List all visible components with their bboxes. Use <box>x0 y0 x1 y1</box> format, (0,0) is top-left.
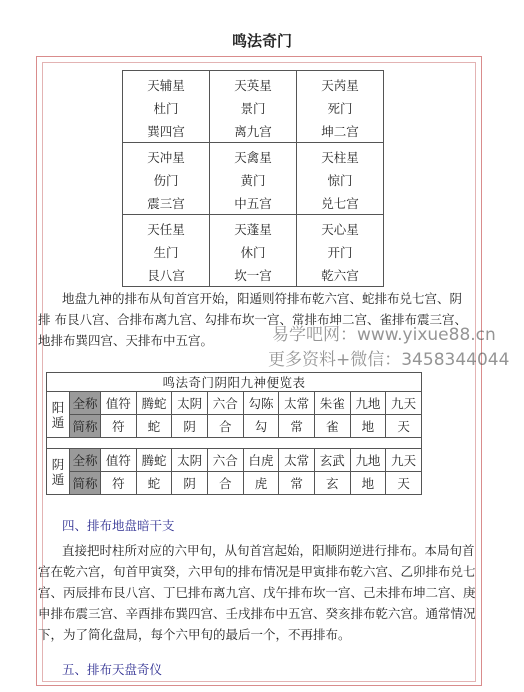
watermark-site: 易学吧网：www.yixue88.cn <box>272 325 496 345</box>
table-cell: 太阴 <box>172 392 208 415</box>
palace-cell <box>123 215 210 287</box>
star-name: 天芮星 <box>321 78 359 93</box>
table-cell: 地 <box>350 472 386 495</box>
palace-cell <box>297 143 384 215</box>
watermark-contact: 更多资料+微信：3458344044 <box>268 350 510 370</box>
page-title: 鸣法奇门 <box>231 32 292 50</box>
palace-cell <box>210 71 297 143</box>
table-cell: 常 <box>279 472 315 495</box>
table-cell: 朱雀 <box>314 392 350 415</box>
short-name-label: 简称 <box>70 415 101 438</box>
star-name: 天冲星 <box>147 150 185 165</box>
yang-label: 阳遁 <box>47 392 70 438</box>
table-cell: 九地 <box>350 392 386 415</box>
paragraph-line: 直接把时柱所对应的六甲旬，从旬首宫起始，阳顺阴逆进行排布。本局旬首 <box>62 543 475 558</box>
table-cell: 阴 <box>172 472 208 495</box>
door-name: 伤门 <box>153 173 179 188</box>
door-name: 惊门 <box>327 173 353 188</box>
table-cell: 蛇 <box>136 472 172 495</box>
palace-cell <box>123 143 210 215</box>
palace-cell <box>123 71 210 143</box>
short-name-label: 简称 <box>70 472 101 495</box>
table-cell: 常 <box>279 415 315 438</box>
door-name: 开门 <box>327 245 353 260</box>
table-cell: 符 <box>101 472 137 495</box>
door-name: 休门 <box>240 245 266 260</box>
section-heading-4: 四、排布地盘暗干支 <box>62 518 175 533</box>
table-cell: 腾蛇 <box>136 449 172 472</box>
star-name: 天蓬星 <box>234 222 272 237</box>
palace-name: 坎一宫 <box>234 268 272 283</box>
table-cell: 腾蛇 <box>136 392 172 415</box>
palace-name: 巽四宫 <box>147 124 185 139</box>
table-cell: 符 <box>101 415 137 438</box>
star-name: 天柱星 <box>321 150 359 165</box>
table-caption: 鸣法奇门阴阳九神便览表 <box>47 373 422 392</box>
paragraph-line: 宫在乾六宫，旬首甲寅癸，六甲旬的排布情况是甲寅排布乾六宫、乙卯排布兑七 <box>38 564 476 579</box>
table-cell: 蛇 <box>136 415 172 438</box>
table-cell: 天 <box>386 472 422 495</box>
door-name: 死门 <box>327 101 353 116</box>
table-cell: 勾陈 <box>243 392 279 415</box>
star-name: 天禽星 <box>234 150 272 165</box>
palace-cell <box>210 143 297 215</box>
paragraph-line: 宫、丙辰排布艮八宫、丁巳排布离九宫、戊午排布坎一宫、己未排布坤二宫、庚 <box>38 585 476 600</box>
paragraph-line: 地排布巽四宫、天排布中五宫。 <box>38 333 214 348</box>
palace-name: 离九宫 <box>234 124 272 139</box>
table-cell: 玄 <box>314 472 350 495</box>
palace-name: 震三宫 <box>147 196 185 211</box>
palace-cell <box>210 215 297 287</box>
palace-name: 中五宫 <box>234 196 272 211</box>
table-spacer <box>47 438 422 449</box>
palace-cell <box>297 215 384 287</box>
paragraph-line: 地盘九神的排布从旬首宫开始，阳遁则符排布乾六宫、蛇排布兑七宫、阴 <box>62 291 463 306</box>
door-name: 生门 <box>153 245 179 260</box>
star-name: 天辅星 <box>147 78 185 93</box>
table-cell: 阴 <box>172 415 208 438</box>
table-cell: 雀 <box>314 415 350 438</box>
table-cell: 玄武 <box>314 449 350 472</box>
star-name: 天任星 <box>147 222 185 237</box>
table-cell: 九天 <box>386 392 422 415</box>
table-cell: 太常 <box>279 449 315 472</box>
star-name: 天英星 <box>234 78 272 93</box>
table-cell: 九地 <box>350 449 386 472</box>
paragraph-line: 申排布震三宫、辛酉排布巽四宫、壬戌排布中五宫、癸亥排布乾六宫。通常情况 <box>38 606 476 621</box>
door-name: 景门 <box>240 101 266 116</box>
table-cell: 值符 <box>101 392 137 415</box>
yin-label: 阴遁 <box>47 449 70 495</box>
palace-name: 乾六宫 <box>321 268 359 283</box>
full-name-label: 全称 <box>70 392 101 415</box>
table-cell: 九天 <box>386 449 422 472</box>
paragraph-dark-stems <box>38 540 478 645</box>
door-name: 杜门 <box>153 101 179 116</box>
table-cell: 太常 <box>279 392 315 415</box>
table-cell: 天 <box>386 415 422 438</box>
palace-name: 兑七宫 <box>321 196 359 211</box>
table-cell: 地 <box>350 415 386 438</box>
table-cell: 白虎 <box>243 449 279 472</box>
table-cell: 勾 <box>243 415 279 438</box>
table-cell: 六合 <box>207 392 243 415</box>
table-cell: 虎 <box>243 472 279 495</box>
full-name-label: 全称 <box>70 449 101 472</box>
paragraph-line: 排 布艮八宫、合排布离九宫、勾排布坎一宫、常排布坤二宫、雀排布震三宫、 <box>38 312 467 327</box>
palace-name: 艮八宫 <box>147 268 185 283</box>
table-cell: 合 <box>207 472 243 495</box>
nine-gods-table <box>46 372 422 495</box>
palace-cell <box>297 71 384 143</box>
table-cell: 合 <box>207 415 243 438</box>
palace-name: 坤二宫 <box>321 124 359 139</box>
section-heading-5: 五、排布天盘奇仪 <box>62 662 163 677</box>
table-cell: 太阴 <box>172 449 208 472</box>
table-cell: 六合 <box>207 449 243 472</box>
table-cell: 值符 <box>101 449 137 472</box>
star-name: 天心星 <box>321 222 359 237</box>
paragraph-line: 下，为了简化盘局，每个六甲旬的最后一个，不再排布。 <box>38 627 351 642</box>
door-name: 黄门 <box>240 173 266 188</box>
palace-grid <box>122 70 384 287</box>
